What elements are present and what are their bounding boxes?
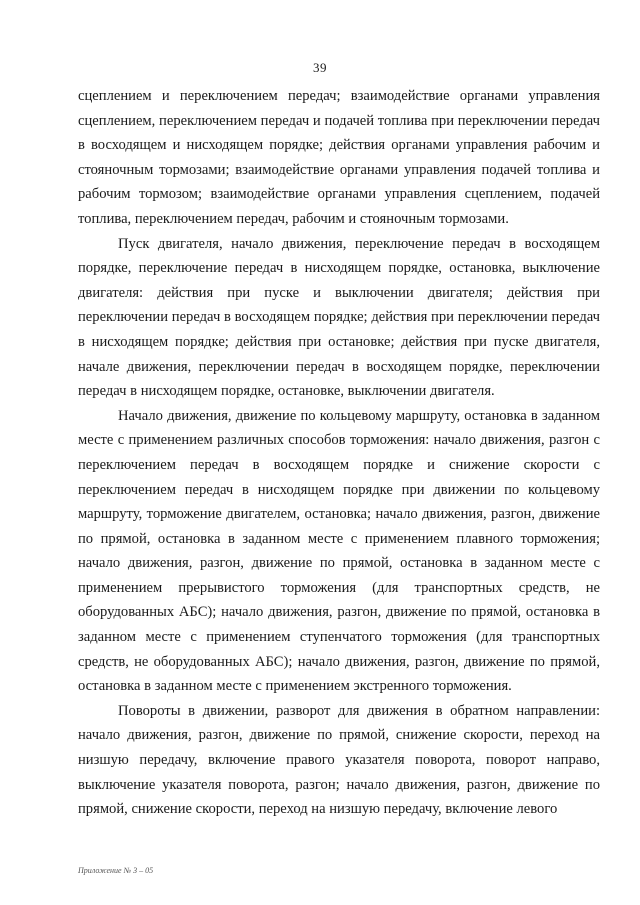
paragraph-3: Начало движения, движение по кольцевому маршруту, остановка в заданном месте с применением различных способов торможения: начало движения, разгон с переключением передач в восходящем порядке и снижение скорости с переключением передач в нисходящем порядке при движении по кольцевому маршруту, торможение двигателем, остановка; начало движения, разгон, движение по прямой, остановка в заданном месте с применением плавного торможения; начало движения, разгон, движение по прямой, остановка в заданном месте с применением прерывистого торможения (для транспортных средств, не оборудованных АБС); начало движения, разгон, движение по прямой, остановка в заданном месте с применением ступенчатого торможения (для транспортных средств, не оборудованных АБС); начало движения, разгон, движение по прямой, остановка в заданном месте с применением экстренного торможения. — [78, 407, 600, 695]
page-number: 39 — [313, 60, 327, 75]
footer-note: Приложение № 3 – 05 — [78, 866, 154, 875]
paragraph-2: Пуск двигателя, начало движения, переключение передач в восходящем порядке, переключение передач в нисходящем порядке, остановка, выключение двигателя: действия при пуске и выключении двигателя; действия при переключении передач в восходящем порядке; действия при переключении передач в нисходящем порядке; действия при остановке; действия при пуске двигателя, начале движения, переключении передач в восходящем порядке, переключении передач в нисходящем порядке, остановке, выключении двигателя. — [78, 235, 600, 400]
paragraph-1: сцеплением и переключением передач; взаимодействие органами управления сцеплением, переключением передач и подачей топлива при переключении передач в восходящем и нисходящем порядке; действия органами управления рабочим и стояночным тормозами; взаимодействие органами управления подачей топлива и рабочим тормозом; взаимодействие органами управления сцеплением, подачей топлива, переключением передач, рабочим и стояночным тормозами. — [78, 88, 600, 227]
paragraph-4: Повороты в движении, разворот для движения в обратном направлении: начало движения, разгон, движение по прямой, снижение скорости, переход на низшую передачу, включение правого указателя поворота, поворот направо, выключение указателя поворота, разгон; начало движения, разгон, движение по прямой, снижение скорости, переход на низшую передачу, включение левого — [78, 702, 600, 818]
document-body — [78, 84, 600, 822]
